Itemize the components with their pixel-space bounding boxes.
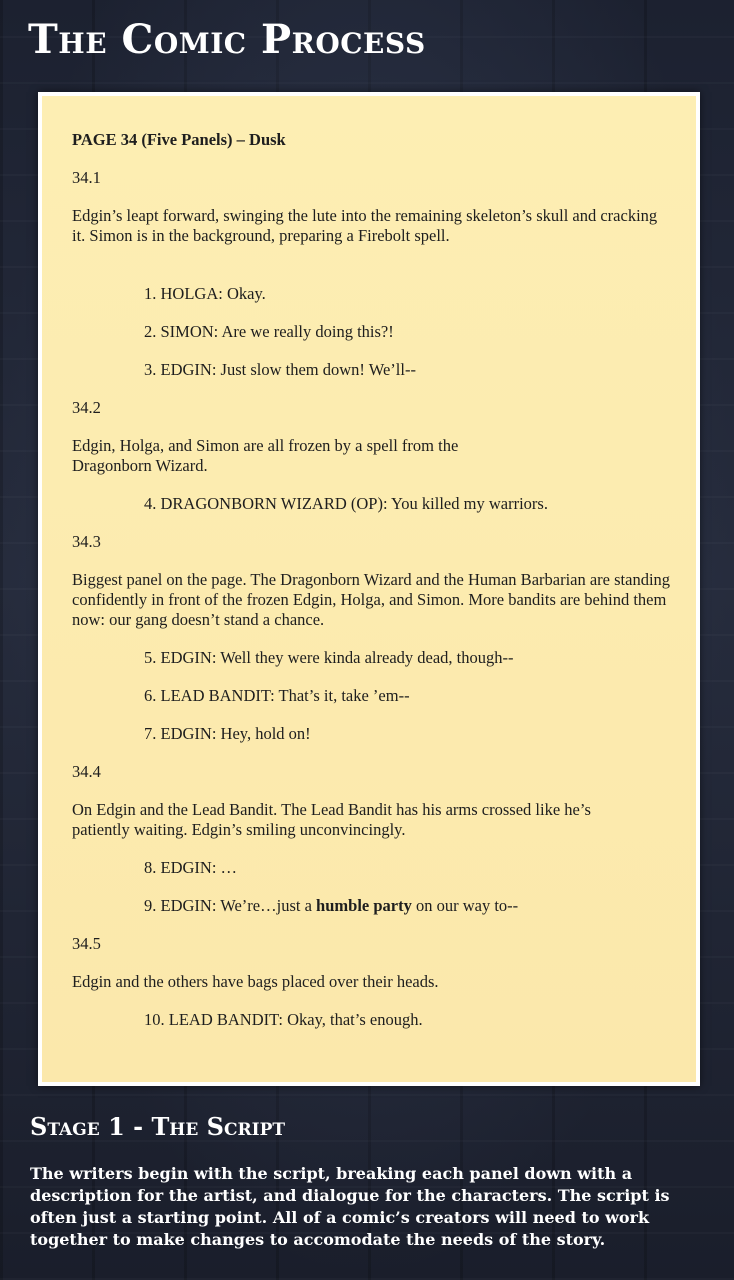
script-page-frame [38,92,700,1086]
dialogue-line: 8. EDGIN: … [144,858,238,877]
stage-description: The writers begin with the script, breaking each panel down with a description for the artist, and dialogue for the characters. The script is often just a starting point. All of a comic’s creators will need to work together to make changes to accomodate the needs of the story. [30,1164,670,1249]
dialogue-line: 7. EDGIN: Hey, hold on! [144,724,311,743]
panel-number: 34.4 [72,762,101,781]
panel-number: 34.3 [72,532,101,551]
panel-description: Biggest panel on the page. The Dragonborn Wizard and the Human Barbarian are standing confidently in front of the frozen Edgin, Holga, and Simon. More bandits are behind them now: our gang doesn’t stand a chance. [72,570,671,629]
dialogue-text: 9. EDGIN: We’re…just a [144,896,317,915]
dialogue-line: 10. LEAD BANDIT: Okay, that’s enough. [144,1010,423,1029]
dialogue-line: 3. EDGIN: Just slow them down! We’ll-- [144,360,416,379]
page-title: The Comic Process [28,16,426,63]
dialogue-line: 5. EDGIN: Well they were kinda already dead, though-- [144,648,514,667]
panel-description: Edgin, Holga, and Simon are all frozen by a spell from the Dragonborn Wizard. [72,436,459,475]
stage-title: Stage 1 - The Script [30,1112,286,1141]
dialogue-line: 4. DRAGONBORN WIZARD (OP): You killed my warriors. [144,494,548,513]
panel-number: 34.5 [72,934,101,953]
dialogue-text: on our way to-- [411,896,519,915]
panel-description: Edgin and the others have bags placed over their heads. [72,972,439,991]
script-page-heading: PAGE 34 (Five Panels) – Dusk [72,130,286,149]
dialogue-line: 1. HOLGA: Okay. [144,284,266,303]
dialogue-line: 2. SIMON: Are we really doing this?! [144,322,394,341]
panel-description: On Edgin and the Lead Bandit. The Lead Bandit has his arms crossed like he’s patiently waiting. Edgin’s smiling unconvincingly. [72,800,591,839]
dialogue-line: 6. LEAD BANDIT: That’s it, take ’em-- [144,686,410,705]
panel-number: 34.2 [72,398,101,417]
dialogue-line [72,896,666,916]
panel-description: Edgin’s leapt forward, swinging the lute into the remaining skeleton’s skull and cracking it. Simon is in the background, preparing a Firebolt spell. [72,206,658,245]
panel-number: 34.1 [72,168,101,187]
script-page [42,96,696,1082]
dialogue-emphasis: humble party [316,896,412,915]
